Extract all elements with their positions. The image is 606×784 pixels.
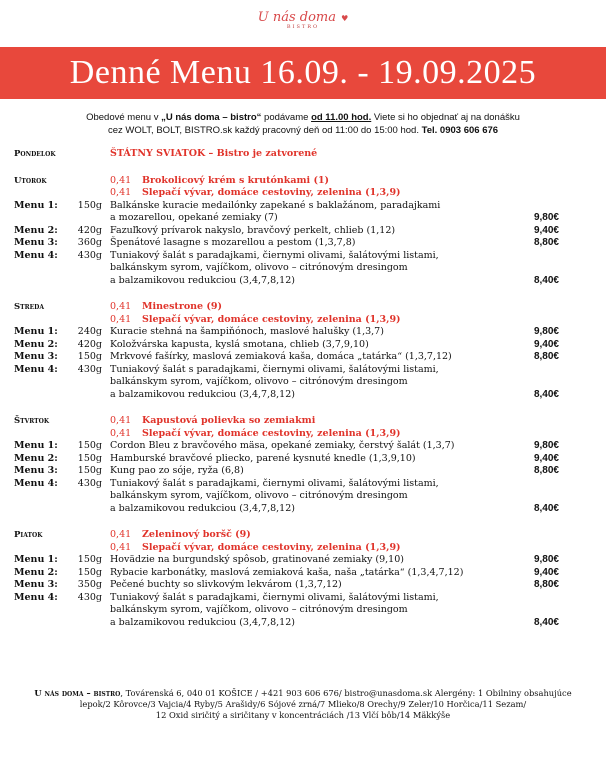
menu-item-row	[14, 200, 559, 213]
menu-item-row	[14, 351, 559, 364]
menu-description: a balzamikovou redukciou (3,4,7,8,12)	[110, 502, 295, 514]
menu-price: 8,40€	[533, 388, 559, 400]
menu-item-row	[14, 225, 559, 238]
menu-price: 8,80€	[533, 351, 559, 362]
menu-item-row	[14, 440, 559, 453]
day-name: Streda	[14, 302, 45, 312]
menu-item-row	[14, 503, 559, 516]
soup-name: Minestrone (9)	[142, 301, 223, 312]
menu-price: 8,40€	[533, 616, 559, 628]
menu-price: 9,80€	[533, 440, 559, 451]
menu-weight: 420g	[77, 338, 102, 350]
menu-weight: 430g	[77, 477, 102, 489]
intro-brand: „U nás doma – bistro“	[161, 112, 262, 123]
menu-description: Pečené buchty so slivkovým lekvárom (1,3,7,12)	[110, 579, 342, 590]
soup-price: 0,41	[110, 541, 132, 553]
heart-icon: ♥	[341, 14, 349, 23]
menu-item-row	[14, 604, 559, 617]
menu-weight: 430g	[77, 591, 102, 603]
menu-description: a mozarellou, opekané zemiaky (7)	[110, 212, 278, 223]
soup-item	[110, 175, 559, 188]
menu-item-row	[14, 364, 559, 377]
soup-name: Kapustová polievka so zemiakmi	[142, 415, 316, 426]
menu-item-row	[14, 250, 559, 263]
soup-name: Slepačí vývar, domáce cestoviny, zelenina (1,3,9)	[142, 187, 401, 198]
menu-label: Menu 4:	[14, 477, 58, 489]
soup-item	[110, 301, 559, 314]
menu-price: 9,40€	[533, 338, 559, 350]
day-streda	[14, 301, 559, 401]
day-utorok	[14, 175, 559, 288]
menu-label: Menu 1:	[14, 199, 58, 211]
menu-weight: 360g	[77, 237, 102, 248]
soup-price: 0,41	[110, 529, 132, 540]
menu-item-row	[14, 490, 559, 503]
menu-item-row	[14, 275, 559, 288]
menu-description: Hovädzie na burgundský spôsob, gratinované zemiaky (9,10)	[110, 554, 404, 565]
menu-price: 8,80€	[533, 579, 559, 590]
menu-label: Menu 3:	[14, 351, 58, 362]
menu-price: 9,40€	[533, 566, 559, 578]
footer-line1: , Továrenská 6, 040 01 KOŠICE / +421 903 606 676/ bistro@unasdoma.sk Alergény: 1 Obilniny obsahujúce	[120, 688, 572, 698]
menu-description: Tuniakový šalát s paradajkami, čiernymi olivami, šalátovými listami,	[110, 477, 439, 489]
day-piatok	[14, 529, 559, 629]
menu-description: Kuracie stehná na šampiňónoch, maslové halušky (1,3,7)	[110, 326, 384, 337]
menu-price: 8,40€	[533, 274, 559, 286]
menu-description: Hamburské bravčové pliecko, parené kysnuté knedle (1,3,9,10)	[110, 452, 416, 464]
intro-time: od 11.00 hod.	[311, 112, 372, 123]
footer-brand: U nás doma – bistro	[34, 688, 121, 698]
menu-price: 9,40€	[533, 224, 559, 236]
day-name: Utorok	[14, 175, 47, 186]
menu-weight: 150g	[77, 465, 102, 476]
soup-price: 0,41	[110, 415, 132, 426]
menu-item-row	[14, 567, 559, 580]
weekly-menu	[14, 148, 559, 643]
menu-description: a balzamikovou redukciou (3,4,7,8,12)	[110, 616, 295, 628]
footer	[16, 688, 590, 721]
day-name: Štvrtok	[14, 416, 50, 426]
menu-price: 8,40€	[533, 502, 559, 514]
soup-price: 0,41	[110, 427, 132, 439]
intro-part: Viete si ho objednať aj na donášku	[371, 112, 520, 123]
menu-item-row	[14, 554, 559, 567]
menu-description: Cordon Bleu z bravčového mäsa, opekané zemiaky, čerstvý šalát (1,3,7)	[110, 440, 455, 451]
menu-label: Menu 2:	[14, 338, 58, 350]
menu-weight: 420g	[77, 224, 102, 236]
menu-description: Fazuľkový prívarok nakyslo, bravčový perkelt, chlieb (1,12)	[110, 224, 396, 236]
menu-weight: 430g	[77, 249, 102, 261]
intro-line2: cez WOLT, BOLT, BISTRO.sk každý pracovný deň od 11:00 do 15:00 hod.	[107, 125, 419, 136]
footer-line3: 12 Oxid siričitý a siričitany v koncentráciách /13 Vlčí bôb/14 Mäkkýše	[155, 710, 451, 720]
intro-part: podávame	[261, 112, 312, 123]
menu-weight: 350g	[77, 579, 102, 590]
menu-price: 8,80€	[533, 237, 559, 248]
menu-weight: 240g	[77, 326, 102, 337]
menu-weight: 150g	[77, 351, 102, 362]
phone-number[interactable]: Tel. 0903 606 676	[421, 125, 499, 136]
menu-description: balkánskym syrom, vajíčkom, olivovo – citrónovým dresingom	[110, 376, 408, 387]
soup-item	[110, 314, 559, 327]
soup-item	[110, 529, 559, 542]
menu-label: Menu 4:	[14, 363, 58, 375]
logo-subtitle: BISTRO	[286, 24, 320, 30]
menu-label: Menu 3:	[14, 237, 58, 248]
menu-label: Menu 1:	[14, 554, 58, 565]
soup-name: Slepačí vývar, domáce cestoviny, zelenina (1,3,9)	[142, 427, 401, 439]
intro-part: Obedové menu v	[86, 112, 162, 123]
menu-description: Kung pao zo sóje, ryža (6,8)	[110, 465, 244, 476]
menu-item-row	[14, 326, 559, 339]
menu-label: Menu 1:	[14, 440, 58, 451]
menu-item-row	[14, 478, 559, 491]
logo	[0, 6, 606, 30]
menu-label: Menu 2:	[14, 566, 58, 578]
menu-item-row	[14, 465, 559, 478]
intro-text	[30, 111, 576, 137]
menu-item-row	[14, 376, 559, 389]
menu-item-row	[14, 592, 559, 605]
menu-description: a balzamikovou redukciou (3,4,7,8,12)	[110, 274, 295, 286]
soup-name: Brokolicový krém s krutónkami (1)	[142, 174, 330, 186]
menu-title-banner	[0, 47, 606, 99]
soup-item	[110, 187, 559, 200]
menu-description: Tuniakový šalát s paradajkami, čiernymi olivami, šalátovými listami,	[110, 249, 439, 261]
menu-description: Tuniakový šalát s paradajkami, čiernymi olivami, šalátovými listami,	[110, 363, 439, 375]
soup-price: 0,41	[110, 313, 132, 325]
menu-description: balkánskym syrom, vajíčkom, olivovo – citrónovým dresingom	[110, 604, 408, 615]
menu-description: balkánskym syrom, vajíčkom, olivovo – citrónovým dresingom	[110, 262, 408, 273]
menu-price: 8,80€	[533, 465, 559, 476]
menu-weight: 150g	[77, 452, 102, 464]
menu-label: Menu 3:	[14, 579, 58, 590]
logo-name: U nás doma	[257, 10, 336, 25]
soup-price: 0,41	[110, 301, 132, 312]
menu-item-row	[14, 237, 559, 250]
menu-label: Menu 3:	[14, 465, 58, 476]
menu-item-row	[14, 212, 559, 225]
holiday-notice: ŠTÁTNY SVIATOK – Bistro je zatvorené	[110, 148, 318, 159]
day-name: Piatok	[14, 530, 43, 540]
menu-price: 9,80€	[533, 212, 559, 223]
page-title: Denné Menu 16.09. - 19.09.2025	[69, 54, 537, 91]
soup-item	[110, 542, 559, 555]
menu-description: a balzamikovou redukciou (3,4,7,8,12)	[110, 388, 295, 400]
menu-weight: 150g	[77, 566, 102, 578]
menu-label: Menu 4:	[14, 249, 58, 261]
soup-item	[110, 415, 559, 428]
soup-item	[110, 428, 559, 441]
menu-item-row	[14, 339, 559, 352]
menu-description: Koložvárska kapusta, kyslá smotana, chlieb (3,7,9,10)	[110, 338, 369, 350]
menu-weight: 150g	[77, 199, 102, 211]
soup-name: Zeleninový boršč (9)	[142, 529, 251, 540]
menu-item-row	[14, 453, 559, 466]
menu-item-row	[14, 579, 559, 592]
menu-description: Tuniakový šalát s paradajkami, čiernymi olivami, šalátovými listami,	[110, 591, 439, 603]
menu-label: Menu 1:	[14, 326, 58, 337]
day-stvrtok	[14, 415, 559, 515]
day-pondelok	[14, 148, 559, 161]
menu-description: Mrkvové fašírky, maslová zemiaková kaša, domáca „tatárka“ (1,3,7,12)	[110, 351, 452, 362]
day-name: Pondelok	[14, 149, 56, 159]
menu-weight: 150g	[77, 554, 102, 565]
soup-price: 0,41	[110, 187, 132, 198]
menu-item-row	[14, 389, 559, 402]
menu-description: Balkánske kuracie medailónky zapekané s baklažánom, paradajkami	[110, 199, 441, 211]
soup-name: Slepačí vývar, domáce cestoviny, zelenina (1,3,9)	[142, 541, 401, 553]
menu-description: balkánskym syrom, vajíčkom, olivovo – citrónovým dresingom	[110, 490, 408, 501]
soup-name: Slepačí vývar, domáce cestoviny, zelenina (1,3,9)	[142, 313, 401, 325]
menu-price: 9,80€	[533, 326, 559, 337]
menu-item-row	[14, 617, 559, 630]
menu-weight: 150g	[77, 440, 102, 451]
menu-price: 9,80€	[533, 554, 559, 565]
soup-price: 0,41	[110, 174, 132, 186]
menu-item-row	[14, 262, 559, 275]
menu-description: Rybacie karbonátky, maslová zemiaková kaša, naša „tatárka“ (1,3,4,7,12)	[110, 566, 464, 578]
menu-label: Menu 4:	[14, 591, 58, 603]
menu-price: 9,40€	[533, 452, 559, 464]
menu-label: Menu 2:	[14, 224, 58, 236]
menu-weight: 430g	[77, 363, 102, 375]
menu-description: Špenátové lasagne s mozarellou a pestom (1,3,7,8)	[110, 237, 356, 248]
menu-label: Menu 2:	[14, 452, 58, 464]
footer-line2: lepok/2 Kôrovce/3 Vajcia/4 Ryby/5 Arašidy/6 Sójové zrná/7 Mlieko/8 Orechy/9 Zeler/10 Horčica/11 Sezam/	[79, 699, 527, 709]
